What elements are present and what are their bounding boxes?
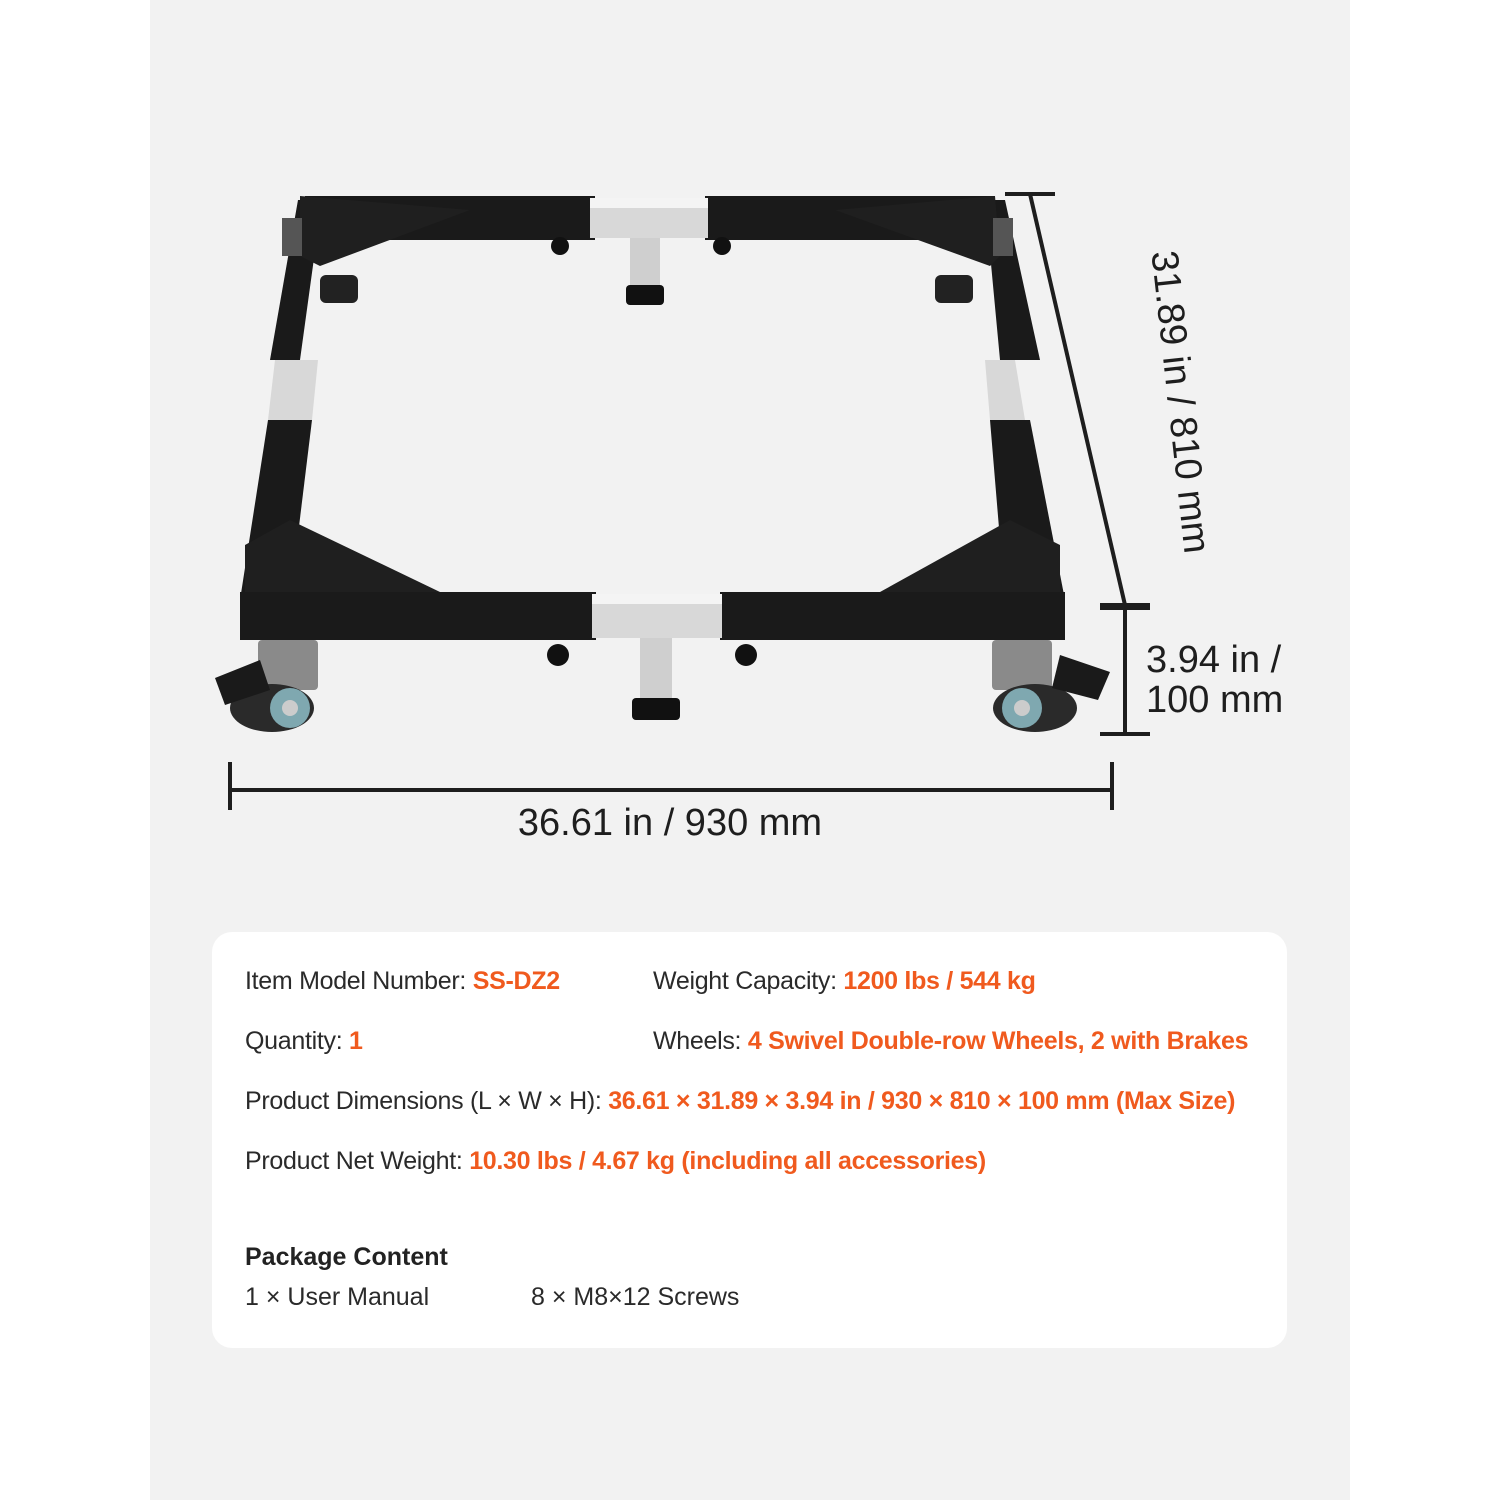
height-dimension-line1: 3.94 in / (1146, 639, 1282, 681)
spec-wheels (653, 1026, 1248, 1056)
spec-capacity (653, 966, 1036, 996)
spec-dimensions (245, 1086, 1235, 1116)
package-item-screws: 8 × M8×12 Screws (531, 1283, 740, 1311)
spec-net-weight-value: 10.30 lbs / 4.67 kg (including all accessories) (469, 1147, 986, 1175)
corner-plate-front-right (880, 520, 1060, 600)
height-dimension-label (1146, 640, 1316, 720)
spec-wheels-label: Wheels: (653, 1027, 748, 1055)
width-dimension-label: 31.89 in / 810 mm (1142, 248, 1218, 556)
package-content-title: Package Content (245, 1243, 448, 1271)
package-item-manual: 1 × User Manual (245, 1283, 430, 1311)
front-right-caster (992, 640, 1110, 732)
spec-dimensions-value: 36.61 × 31.89 × 3.94 in / 930 × 810 × 100 mm (Max Size) (608, 1087, 1236, 1115)
height-dimension-line (1100, 605, 1150, 735)
spec-card (212, 932, 1287, 1348)
spec-dimensions-label: Product Dimensions (L × W × H): (245, 1087, 609, 1115)
length-dimension-label: 36.61 in / 930 mm (517, 802, 823, 844)
height-dimension-line2: 100 mm (1146, 679, 1284, 721)
spec-capacity-label: Weight Capacity: (653, 967, 844, 995)
spec-model-label: Item Model Number: (245, 967, 473, 995)
spec-quantity (245, 1026, 363, 1056)
front-left-caster (215, 640, 318, 732)
spec-model-value: SS-DZ2 (472, 967, 560, 995)
corner-plate-front-left (245, 520, 440, 600)
spec-capacity-value: 1200 lbs / 544 kg (843, 967, 1036, 995)
spec-wheels-value: 4 Swivel Double-row Wheels, 2 with Brakes (747, 1027, 1249, 1055)
spec-net-weight-label: Product Net Weight: (245, 1147, 470, 1175)
spec-model (245, 966, 560, 996)
spec-quantity-value: 1 (349, 1027, 363, 1055)
spec-net-weight (245, 1146, 986, 1176)
front-rail (240, 592, 1065, 720)
spec-quantity-label: Quantity: (245, 1027, 349, 1055)
